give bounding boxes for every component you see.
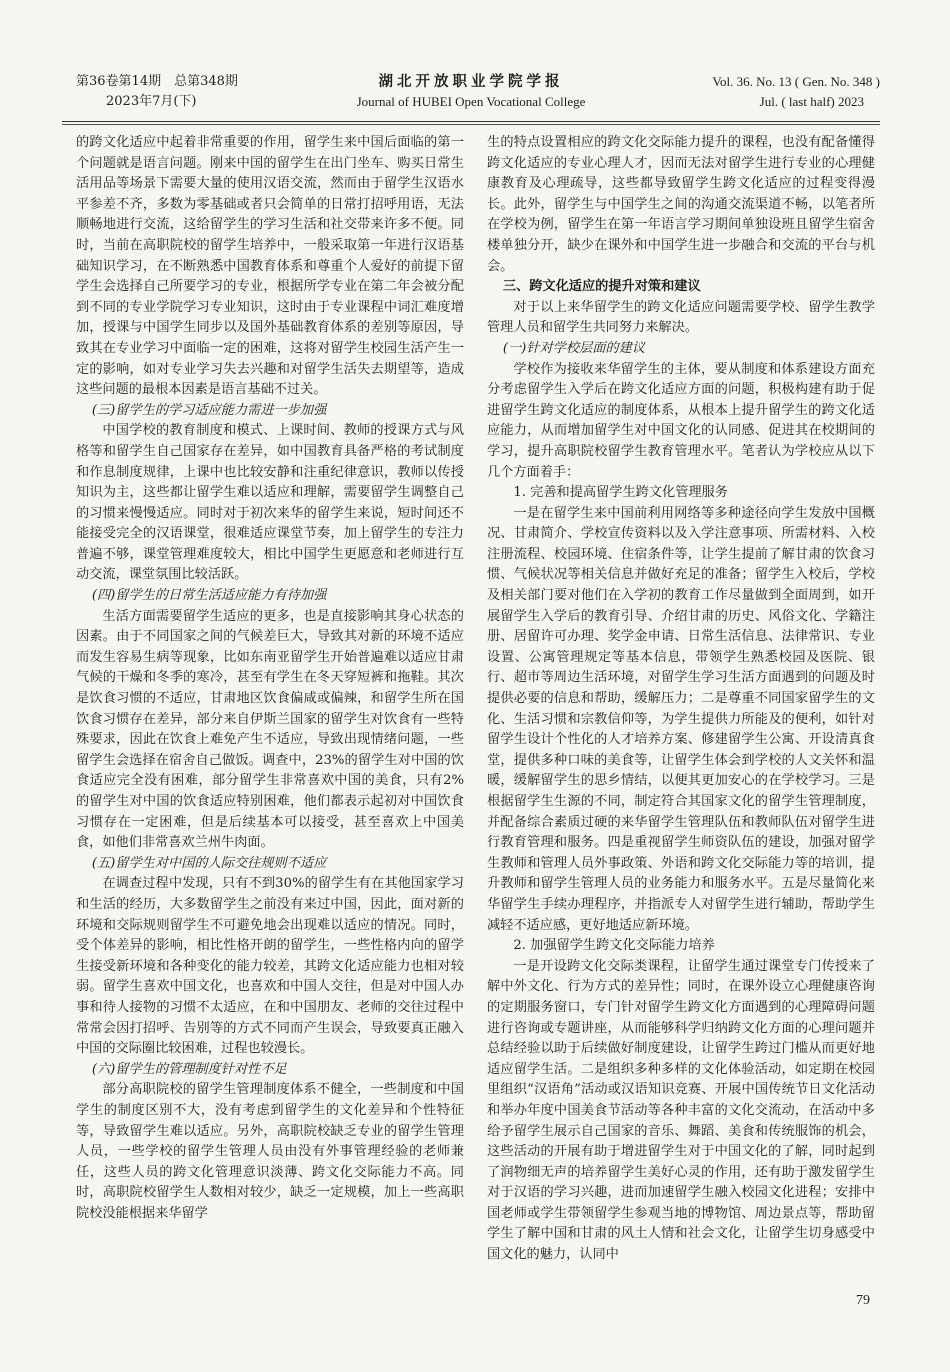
body-paragraph: 一是开设跨文化交际类课程，让留学生通过课堂专门传授来了解中外文化、行为方式的差异性；同时，在课外设立心理健康咨询的定期服务窗口，专门针对留学生跨文化方面遇到的心理障碍问题进行咨询或专题讲座，从而能够科学归纳跨文化方面的心理问题并总结经验以助于后续做好制度建设，让留学生跨过门槛从而更好地适应留学生活。二是组织多种多样的文化体验活动，如定期在校园里组织“汉语角”活动或汉语知识竞赛、开展中国传统节日文化活动和举办年度中国美食节活动等各种丰富的文化交流动，在活动中多给予留学生展示自己国家的音乐、舞蹈、美食和传统服饰的机会，这些活动的开展有助于增进留学生对于中国文化的了解，同时起到了润物细无声的培养留学生美好心灵的作用，还有助于激发留学生对于汉语的学习兴趣，进而加速留学生融入校园文化进程；安排中国老师或学生带领留学生参观当地的博物馆、周边景点等，帮助留学生了解中国和甘肃的风土人情和社会文化，让留学生切身感受中国文化的魅力，认同中 bbox=[487, 958, 875, 1263]
left-column bbox=[76, 133, 464, 1224]
body-paragraph: 部分高职院校的留学生管理制度体系不健全，一些制度和中国学生的制度区别不大，没有考虑到留学生的文化差异和个性特征等，导致留学生难以适应。另外，高职院校缺乏专业的留学生管理人员，一些学校的留学生管理人员由没有外事管理经验的老师兼任，这些人员的跨文化管理意识淡薄、跨文化交际能力不高。同时，高职院校留学生人数相对较少，缺乏一定规模，加上一些高职院校没能根据来华留学 bbox=[76, 1082, 464, 1221]
body-paragraph: 一是在留学生来中国前利用网络等多种途径向学生发放中国概况、甘肃简介、学校宣传资料以及入学注意事项、所需材料、入校注册流程、校园环境、住宿条件等，让学生提前了解甘肃的饮食习惯、气候状况等相关信息并做好充足的准备；留学生入校后，学校及相关部门要对他们在入学初的教育工作尽量做到全面周到，如开展留学生入学后的教育引导、介绍甘肃的历史、风俗文化、学籍注册、居留许可办理、奖学金申请、日常生活信息、法律常识、专业设置、公寓管理规定等基本信息，带领学生熟悉校园及医院、银行、超市等周边生活环境，对留学生学习生活方面遇到的问题及时提供必要的信息和帮助，缓解压力；二是尊重不同国家留学生的文化、生活习惯和宗教信仰等，为学生提供力所能及的便利，如针对留学生设计个性化的人才培养方案、修建留学生公寓、开设清真食堂，提供多种口味的美食等，让留学生体会到学校的人文关怀和温暖，缓解留学生的思乡情结，以便其更加安心的在学校学习。三是根据留学生生源的不同，制定符合其国家文化的留学生管理制度，并配备综合素质过硬的来华留学生管理队伍和教师队伍对留学生进行教育管理和服务。四是重视留学生师资队伍的建设，加强对留学生教师和管理人员外事政策、外语和跨文化交际能力等的培训，提升教师和留学生管理人员的业务能力和服务水平。五是尽量简化来华留学生手续办理程序，并指派专人对留学生进行辅助，帮助学生减轻不适应感，更好地适应新环境。 bbox=[487, 505, 875, 933]
page-number: 79 bbox=[856, 1293, 870, 1308]
continued-paragraph: 生的特点设置相应的跨文化交际能力提升的课程，也没有配备懂得跨文化适应的专业心理人才，因而无法对留学生进行专业的心理健康教育及心理疏导，这些都导致留学生跨文化适应的过程变得漫长。此外，留学生与中国学生之间的沟通交流渠道不畅，以笔者所在学校为例，留学生在第一年语言学习期间单独设班且留学生宿舍楼单独分开，缺少在课外和中国学生进一步融合和交流的平台与机会。 bbox=[487, 135, 875, 274]
issue-volume: 第36卷第14期 总第348期 bbox=[76, 74, 238, 89]
issue-volume-en: Vol. 36. No. 13 ( Gen. No. 348 ) bbox=[712, 74, 880, 89]
subsection-heading: (四)留学生的日常生活适应能力有待加强 bbox=[91, 588, 327, 604]
issue-date: 2023年7月(下) bbox=[106, 94, 197, 109]
journal-title-en: Journal of HUBEI Open Vocational College bbox=[356, 94, 586, 109]
continued-paragraph: 的跨文化适应中起着非常重要的作用，留学生来中国后面临的第一个问题就是语言问题。刚来中国的留学生在出门坐车、购买日常生活用品等场景下需要大量的使用汉语交流，然而由于留学生汉语水平参差不齐，多数为零基础或者只会简单的日常打招呼用语，无法顺畅地进行交流，这给留学生的学习生活和社交带来许多不便。同时，当前在高职院校的留学生培养中，一般采取第一年进行汉语基础知识学习，在不断熟悉中国教育体系和尊重个人爱好的前提下留学生会选择自己所要学习的专业，根据所学专业在第二年会被分配到不同的专业学院学习专业知识，这时由于专业课程中词汇难度增加，授课与中国学生同步以及国外基础教育体系的差别等原因，导致其在专业学习中面临一定的困难，这将对留学生校园生活产生一定的影响，如对专业学习失去兴趣和对留学生活失去期望等，造成这些问题的最根本因素是语言基础不过关。 bbox=[76, 135, 464, 398]
header-rule bbox=[62, 121, 880, 122]
body-paragraph: 对于以上来华留学生的跨文化适应问题需要学校、留学生教学管理人员和留学生共同努力来解决。 bbox=[487, 299, 875, 336]
body-paragraph: 在调查过程中发现，只有不到30%的留学生有在其他国家学习和生活的经历，大多数留学生之前没有来过中国，因此，面对新的环境和交际规则留学生不可避免地会出现难以适应的情况。同时，受个体差异的影响，相比性格开朗的留学生，一些性格内向的留学生接受新环境和各种变化的能力较差，其跨文化适应能力也相对较弱。留学生喜欢中国文化，也喜欢和中国人交往，但是对中国人办事和待人接物的习惯不太适应，在和中国朋友、老师的交往过程中常常会因打招呼、告别等的方式不同而产生误会，导致要真正融入中国的交际圈比较困难，过程也较漫长。 bbox=[76, 876, 464, 1057]
body-paragraph: 中国学校的教育制度和模式、上课时间、教师的授课方式与风格等和留学生自己国家存在差异，如中国教育具备严格的考试制度和作息制度规律，上课中也比较安静和注重纪律意识，教师以传授知识为主，这些都让留学生难以适应和理解，需要留学生调整自己的习惯来慢慢适应。同时对于初次来华的留学生来说，短时间还不能接受完全的汉语课堂，很难适应课堂节奏，加上留学生的专注力普遍不够，课堂管理难度较大，相比中国学生更愿意和老师进行互动交流，课堂氛围比较活跃。 bbox=[76, 423, 464, 583]
body-paragraph: 学校作为接收来华留学生的主体，要从制度和体系建设方面充分考虑留学生入学后在跨文化适应方面的问题，积极构建有助于促进留学生跨文化适应的制度体系，从根本上提升留学生的跨文化适应能力，从而增加留学生对中国文化的认同感、促进其在校期间的学习，提升高职院校留学生教育管理水平。笔者认为学校应从以下几个方面着手： bbox=[487, 361, 875, 480]
section-heading: 三、跨文化适应的提升对策和建议 bbox=[502, 279, 701, 295]
journal-title-cn: 湖北开放职业学院学报 bbox=[378, 73, 564, 90]
issue-date-en: Jul. ( last half) 2023 bbox=[759, 94, 864, 109]
subsection-heading: (五)留学生对中国的人际交往规则不适应 bbox=[91, 855, 327, 871]
right-column bbox=[487, 133, 875, 1266]
issue-info-en bbox=[712, 72, 880, 112]
body-paragraph: 生活方面需要留学生适应的更多，也是直接影响其身心状态的因素。由于不同国家之间的气候差巨大，导致其对新的环境不适应而发生容易生病等现象，比如东南亚留学生开始普遍难以适应甘肃气候的干燥和冬季的寒冷，甚至有学生在冬天穿短裤和拖鞋。其次是饮食习惯的不适应，甘肃地区饮食偏咸或偏辣，和留学生所在国饮食习惯存在差异，部分来自伊斯兰国家的留学生对饮食有一些特殊要求，因此在饮食上难免产生不适应，导致出现情绪问题，一些留学生会选择在宿舍自己做饭。调查中，23%的留学生对中国的饮食适应完全没有困难，部分留学生非常喜欢中国的美食，只有2%的留学生对中国的饮食适应特别困难，他们都表示起初对中国饮食习惯存在一定困难，但是后续基本可以接受，甚至喜欢上中国美食，如他们非常喜欢兰州牛肉面。 bbox=[76, 608, 464, 851]
subsection-heading: (一)针对学校层面的建议 bbox=[502, 340, 645, 356]
subsection-heading: (六)留学生的管理制度针对性不足 bbox=[91, 1061, 287, 1077]
subsubsection-heading: 2. 加强留学生跨文化交际能力培养 bbox=[513, 938, 715, 954]
subsection-heading: (三)留学生的学习适应能力需进一步加强 bbox=[91, 402, 327, 418]
subsubsection-heading: 1. 完善和提高留学生跨文化管理服务 bbox=[513, 485, 728, 501]
page-header bbox=[62, 72, 880, 128]
header-rule-thin bbox=[62, 124, 880, 125]
